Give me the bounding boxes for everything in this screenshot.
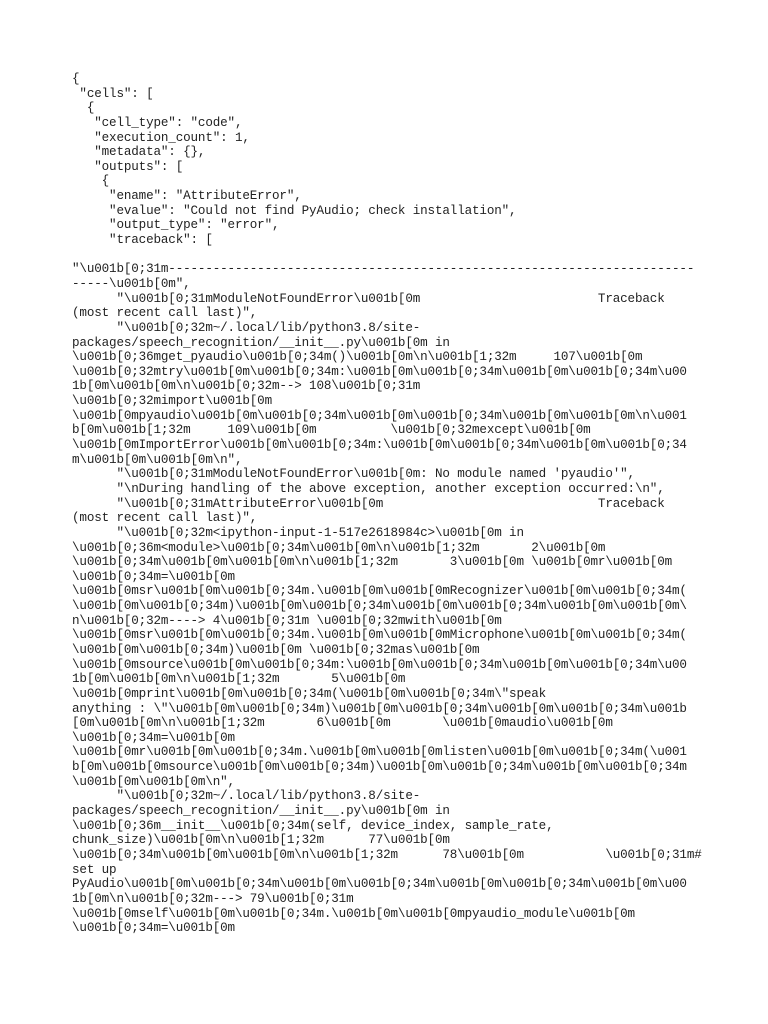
text-line: anything : \"\u001b[0m\u001b[0;34m)\u001b[0m\u001b[0;34m\u001b[0m\u001b[0;34m\u001b: [72, 701, 687, 716]
text-line: "execution_count": 1,: [72, 130, 250, 145]
text-line: \u001b[0msource\u001b[0m\u001b[0;34m:\u001b[0m\u001b[0;34m\u001b[0m\u001b[0;34m\u00: [72, 657, 687, 672]
notebook-json-text: [72, 72, 712, 936]
text-line: \u001b[0;32mimport\u001b[0m: [72, 394, 273, 409]
text-line: \u001b[0m\u001b[0;34m)\u001b[0m \u001b[0;32mas\u001b[0m: [72, 642, 480, 657]
text-line: "\u001b[0;31mAttributeError\u001b[0m Traceback: [72, 496, 665, 511]
text-line: \u001b[0;34m=\u001b[0m: [72, 569, 235, 584]
text-line: "\u001b[0;31mModuleNotFoundError\u001b[0m Traceback: [72, 291, 665, 306]
text-line: "\nDuring handling of the above exception, another exception occurred:\n",: [72, 481, 665, 496]
text-line: [0m\u001b[0m\n\u001b[1;32m 6\u001b[0m \u001b[0maudio\u001b[0m: [72, 716, 613, 731]
text-line: b[0m\u001b[1;32m 109\u001b[0m \u001b[0;32mexcept\u001b[0m: [72, 423, 591, 438]
text-line: "metadata": {},: [72, 145, 206, 160]
text-line: \u001b[0mpyaudio\u001b[0m\u001b[0;34m\u001b[0m\u001b[0;34m\u001b[0m\u001b[0m\n\u001: [72, 408, 687, 423]
text-line: \u001b[0m\u001b[0;34m)\u001b[0m\u001b[0;34m\u001b[0m\u001b[0;34m\u001b[0m\u001b[0m\: [72, 599, 687, 614]
text-line: packages/speech_recognition/__init__.py\u001b[0m in: [72, 335, 450, 350]
text-line: \u001b[0;34m=\u001b[0m: [72, 921, 235, 936]
text-line: "\u001b[0;32m~/.local/lib/python3.8/site-: [72, 320, 421, 335]
text-line: "traceback": [: [72, 233, 213, 248]
text-line: \u001b[0msr\u001b[0m\u001b[0;34m.\u001b[0m\u001b[0mMicrophone\u001b[0m\u001b[0;34m(: [72, 628, 687, 643]
text-line: {: [72, 174, 110, 189]
text-line: 1b[0m\u001b[0m\n\u001b[0;32m--> 108\u001b[0;31m: [72, 379, 421, 394]
text-line: 1b[0m\u001b[0m\n\u001b[1;32m 5\u001b[0m: [72, 672, 406, 687]
text-line: "\u001b[0;31m-----------------------------------------------------------------------: [72, 262, 695, 277]
text-line: "outputs": [: [72, 159, 184, 174]
text-line: \u001b[0mImportError\u001b[0m\u001b[0;34m:\u001b[0m\u001b[0;34m\u001b[0m\u001b[0;34: [72, 438, 687, 453]
text-line: [72, 248, 712, 263]
text-line: m\u001b[0m\u001b[0m\n",: [72, 452, 243, 467]
text-line: n\u001b[0;32m----> 4\u001b[0;31m \u001b[0;32mwith\u001b[0m: [72, 613, 502, 628]
text-line: packages/speech_recognition/__init__.py\u001b[0m in: [72, 804, 450, 819]
text-line: (most recent call last)",: [72, 306, 258, 321]
text-line: PyAudio\u001b[0m\u001b[0;34m\u001b[0m\u001b[0;34m\u001b[0m\u001b[0;34m\u001b[0m\u00: [72, 877, 687, 892]
text-line: "cell_type": "code",: [72, 115, 243, 130]
text-line: \u001b[0m\u001b[0m\n",: [72, 774, 235, 789]
text-line: "\u001b[0;32m~/.local/lib/python3.8/site-: [72, 789, 421, 804]
text-line: \u001b[0mself\u001b[0m\u001b[0;34m.\u001b[0m\u001b[0mpyaudio_module\u001b[0m: [72, 906, 635, 921]
text-line: "\u001b[0;32m<ipython-input-1-517e2618984c>\u001b[0m in: [72, 525, 524, 540]
text-line: {: [72, 72, 80, 86]
text-line: chunk_size)\u001b[0m\n\u001b[1;32m 77\u001b[0m: [72, 833, 450, 848]
text-line: 1b[0m\n\u001b[0;32m---> 79\u001b[0;31m: [72, 891, 354, 906]
text-line: "evalue": "Could not find PyAudio; check installation",: [72, 203, 517, 218]
text-line: \u001b[0;34m=\u001b[0m: [72, 730, 235, 745]
text-line: \u001b[0;36m__init__\u001b[0;34m(self, device_index, sample_rate,: [72, 818, 554, 833]
text-line: set up: [72, 862, 117, 877]
text-line: \u001b[0;36m<module>\u001b[0;34m\u001b[0m\n\u001b[1;32m 2\u001b[0m: [72, 540, 606, 555]
text-line: "cells": [: [72, 86, 154, 101]
text-line: \u001b[0msr\u001b[0m\u001b[0;34m.\u001b[0m\u001b[0mRecognizer\u001b[0m\u001b[0;34m(: [72, 584, 687, 599]
text-line: \u001b[0;32mtry\u001b[0m\u001b[0;34m:\u001b[0m\u001b[0;34m\u001b[0m\u001b[0;34m\u00: [72, 364, 687, 379]
text-line: \u001b[0;34m\u001b[0m\u001b[0m\n\u001b[1;32m 78\u001b[0m \u001b[0;31m#: [72, 847, 702, 862]
text-line: "ename": "AttributeError",: [72, 189, 302, 204]
text-line: \u001b[0;36mget_pyaudio\u001b[0;34m()\u001b[0m\n\u001b[1;32m 107\u001b[0m: [72, 350, 643, 365]
text-line: -----\u001b[0m",: [72, 276, 191, 291]
text-line: "output_type": "error",: [72, 218, 280, 233]
text-line: \u001b[0mprint\u001b[0m\u001b[0;34m(\u001b[0m\u001b[0;34m\"speak: [72, 686, 547, 701]
text-line: \u001b[0;34m\u001b[0m\u001b[0m\n\u001b[1;32m 3\u001b[0m \u001b[0mr\u001b[0m: [72, 555, 673, 570]
text-line: {: [72, 101, 95, 116]
text-line: "\u001b[0;31mModuleNotFoundError\u001b[0m: No module named 'pyaudio'",: [72, 467, 635, 482]
text-line: \u001b[0mr\u001b[0m\u001b[0;34m.\u001b[0m\u001b[0mlisten\u001b[0m\u001b[0;34m(\u001: [72, 745, 687, 760]
text-line: (most recent call last)",: [72, 511, 258, 526]
text-line: b[0m\u001b[0msource\u001b[0m\u001b[0;34m)\u001b[0m\u001b[0;34m\u001b[0m\u001b[0;34m: [72, 760, 687, 775]
